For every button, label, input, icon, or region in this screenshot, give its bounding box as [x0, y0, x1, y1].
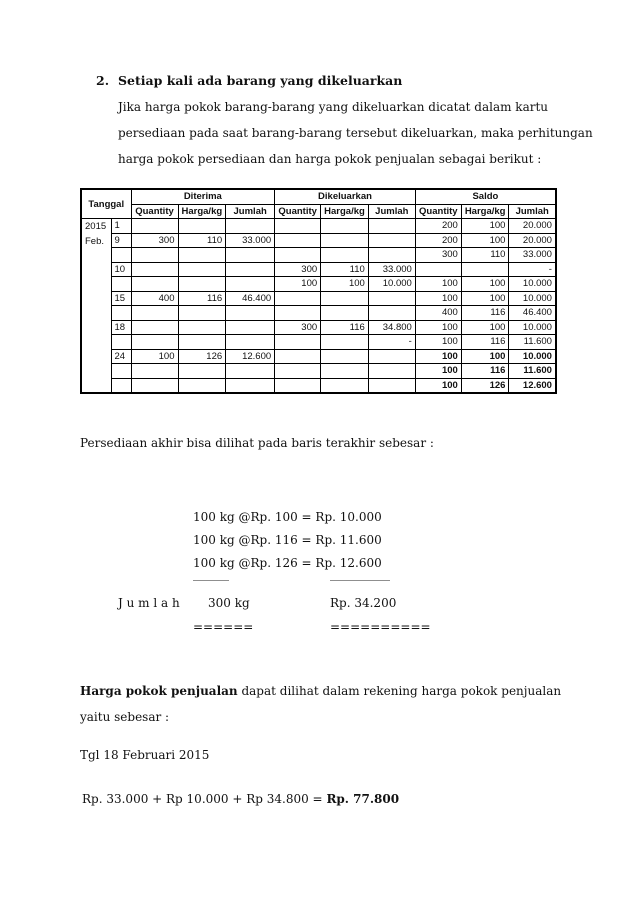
table-cell	[321, 349, 369, 364]
table-row	[81, 378, 556, 393]
table-cell: -	[368, 335, 415, 350]
table-cell	[226, 320, 275, 335]
total-amount: Rp. 34.200	[330, 596, 397, 610]
ledger-table	[80, 188, 557, 394]
table-cell: 100	[415, 378, 461, 393]
table-cell	[178, 364, 226, 379]
ending-inventory-intro: Persediaan akhir bisa dilihat pada baris terakhir sebesar :	[80, 436, 434, 450]
day-cell	[111, 306, 131, 321]
table-cell: 10.000	[368, 277, 415, 292]
total-quantity: 300 kg	[208, 596, 250, 610]
month-label: Feb.	[85, 235, 105, 247]
table-cell	[131, 219, 178, 234]
header-dikeluarkan: Dikeluarkan	[275, 189, 416, 204]
table-cell: 300	[275, 262, 321, 277]
table-cell: 200	[415, 219, 461, 234]
day-cell: 15	[111, 291, 131, 306]
table-cell	[178, 335, 226, 350]
table-cell	[368, 364, 415, 379]
subheader-cell: Harga/kg	[321, 204, 369, 219]
table-cell	[131, 277, 178, 292]
table-cell	[321, 291, 369, 306]
header-tanggal: Tanggal	[81, 189, 131, 219]
table-cell: 100	[415, 277, 461, 292]
day-cell	[111, 364, 131, 379]
table-cell: 300	[275, 320, 321, 335]
table-cell: 100	[461, 277, 509, 292]
table-cell	[131, 306, 178, 321]
table-cell	[368, 219, 415, 234]
table-row	[81, 262, 556, 277]
section-heading	[96, 73, 402, 88]
table-cell	[226, 262, 275, 277]
ledger-body	[81, 219, 556, 394]
table-cell	[321, 378, 369, 393]
subheader-cell: Quantity	[275, 204, 321, 219]
double-line-right: ==========	[330, 620, 431, 634]
final-result: Rp. 77.800	[326, 792, 400, 806]
table-cell: 300	[415, 248, 461, 263]
table-cell	[226, 277, 275, 292]
table-cell	[226, 219, 275, 234]
day-cell	[111, 335, 131, 350]
table-cell	[368, 349, 415, 364]
table-cell: 100	[461, 233, 509, 248]
table-cell	[368, 291, 415, 306]
subheader-cell: Jumlah	[226, 204, 275, 219]
table-cell: 100	[461, 219, 509, 234]
table-cell: 100	[415, 335, 461, 350]
table-row	[81, 291, 556, 306]
table-cell: 100	[415, 349, 461, 364]
table-cell: 100	[321, 277, 369, 292]
table-cell	[275, 233, 321, 248]
subheader-cell: Harga/kg	[178, 204, 226, 219]
subheader-cell: Jumlah	[368, 204, 415, 219]
double-line-left: ======	[193, 620, 254, 634]
table-cell	[275, 378, 321, 393]
table-cell	[131, 335, 178, 350]
subheader-cell: Jumlah	[509, 204, 556, 219]
year-month-cell	[81, 219, 111, 394]
table-cell: 11.600	[509, 364, 556, 379]
header-diterima: Diterima	[131, 189, 275, 204]
paragraph-line-2: persediaan pada saat barang-barang tersebut dikeluarkan, maka perhitungan	[118, 126, 593, 140]
table-cell	[178, 277, 226, 292]
table-cell: 100	[415, 320, 461, 335]
table-cell: 12.600	[509, 378, 556, 393]
table-cell: 100	[461, 320, 509, 335]
table-cell	[131, 248, 178, 263]
table-cell	[461, 262, 509, 277]
subtotal-underline-right: __________	[330, 567, 390, 581]
table-cell	[321, 306, 369, 321]
table-row	[81, 320, 556, 335]
table-cell	[275, 248, 321, 263]
table-row	[81, 233, 556, 248]
calc-line-1: 100 kg @Rp. 100 = Rp. 10.000	[193, 510, 382, 524]
table-cell: 20.000	[509, 219, 556, 234]
section-title: Setiap kali ada barang yang dikeluarkan	[118, 73, 403, 88]
table-cell	[321, 335, 369, 350]
date-line: Tgl 18 Februari 2015	[80, 748, 210, 762]
header-saldo: Saldo	[415, 189, 556, 204]
table-cell: -	[509, 262, 556, 277]
table-cell	[368, 248, 415, 263]
table-cell	[321, 233, 369, 248]
hpp-line-2: yaitu sebesar :	[80, 710, 170, 724]
table-cell	[368, 233, 415, 248]
table-cell	[131, 364, 178, 379]
section-number: 2.	[96, 73, 110, 88]
subheader-cell: Harga/kg	[461, 204, 509, 219]
table-cell: 110	[461, 248, 509, 263]
table-cell: 100	[415, 291, 461, 306]
table-cell	[321, 364, 369, 379]
table-cell: 400	[415, 306, 461, 321]
table-cell: 300	[131, 233, 178, 248]
table-cell	[131, 320, 178, 335]
table-cell: 116	[461, 335, 509, 350]
table-cell	[321, 219, 369, 234]
day-cell: 9	[111, 233, 131, 248]
table-cell: 10.000	[509, 291, 556, 306]
table-cell: 116	[461, 364, 509, 379]
table-cell: 11.600	[509, 335, 556, 350]
table-cell	[226, 306, 275, 321]
table-cell	[275, 364, 321, 379]
hpp-bold-term: Harga pokok penjualan	[80, 684, 238, 698]
day-cell: 18	[111, 320, 131, 335]
table-cell: 126	[178, 349, 226, 364]
final-expression: Rp. 33.000 + Rp 10.000 + Rp 34.800 =	[82, 792, 327, 806]
table-cell	[275, 349, 321, 364]
table-cell: 116	[321, 320, 369, 335]
paragraph-line-1: Jika harga pokok barang-barang yang dikeluarkan dicatat dalam kartu	[118, 100, 549, 114]
hpp-rest: dapat dilihat dalam rekening harga pokok penjualan	[237, 684, 562, 698]
table-cell	[178, 320, 226, 335]
table-cell	[131, 378, 178, 393]
table-cell	[275, 291, 321, 306]
table-cell: 33.000	[509, 248, 556, 263]
day-cell	[111, 277, 131, 292]
table-cell	[368, 378, 415, 393]
subheader-cell: Quantity	[131, 204, 178, 219]
table-cell	[226, 248, 275, 263]
table-cell: 46.400	[226, 291, 275, 306]
table-cell: 126	[461, 378, 509, 393]
table-cell: 46.400	[509, 306, 556, 321]
table-cell: 12.600	[226, 349, 275, 364]
table-cell: 20.000	[509, 233, 556, 248]
hpp-line-1	[80, 684, 561, 698]
table-row	[81, 349, 556, 364]
table-cell: 10.000	[509, 320, 556, 335]
table-cell: 100	[131, 349, 178, 364]
day-cell: 24	[111, 349, 131, 364]
table-cell	[275, 306, 321, 321]
calc-line-2: 100 kg @Rp. 116 = Rp. 11.600	[193, 533, 382, 547]
table-cell	[178, 378, 226, 393]
table-cell: 33.000	[226, 233, 275, 248]
table-cell	[321, 248, 369, 263]
day-cell	[111, 378, 131, 393]
table-cell: 34.800	[368, 320, 415, 335]
table-cell	[226, 378, 275, 393]
table-row	[81, 364, 556, 379]
table-cell: 10.000	[509, 277, 556, 292]
subheader-cell: Quantity	[415, 204, 461, 219]
year-label: 2015	[85, 221, 107, 232]
table-cell	[178, 262, 226, 277]
table-cell	[275, 219, 321, 234]
table-cell	[178, 306, 226, 321]
table-cell: 200	[415, 233, 461, 248]
table-row	[81, 219, 556, 234]
table-cell	[368, 306, 415, 321]
table-cell	[226, 364, 275, 379]
day-cell: 1	[111, 219, 131, 234]
day-cell: 10	[111, 262, 131, 277]
table-row	[81, 306, 556, 321]
table-cell	[415, 262, 461, 277]
paragraph-line-3: harga pokok persediaan dan harga pokok penjualan sebagai berikut :	[118, 152, 542, 166]
jumlah-label: J u m l a h	[118, 596, 180, 610]
table-cell: 10.000	[509, 349, 556, 364]
table-cell: 110	[178, 233, 226, 248]
table-cell: 100	[275, 277, 321, 292]
table-cell	[226, 335, 275, 350]
table-cell: 100	[461, 291, 509, 306]
table-row	[81, 248, 556, 263]
final-equation	[82, 792, 399, 806]
table-cell	[178, 219, 226, 234]
table-row	[81, 335, 556, 350]
subheader-row	[81, 204, 556, 219]
table-cell	[131, 262, 178, 277]
table-cell: 400	[131, 291, 178, 306]
subtotal-underline-left: ______	[193, 567, 229, 581]
table-cell: 110	[321, 262, 369, 277]
table-cell: 33.000	[368, 262, 415, 277]
table-cell	[178, 248, 226, 263]
table-cell: 116	[461, 306, 509, 321]
calc-line-3: 100 kg @Rp. 126 = Rp. 12.600	[193, 556, 382, 570]
table-cell	[275, 335, 321, 350]
inventory-ledger	[80, 188, 557, 394]
table-cell: 100	[415, 364, 461, 379]
table-cell: 100	[461, 349, 509, 364]
table-cell: 116	[178, 291, 226, 306]
table-row	[81, 277, 556, 292]
day-cell	[111, 248, 131, 263]
